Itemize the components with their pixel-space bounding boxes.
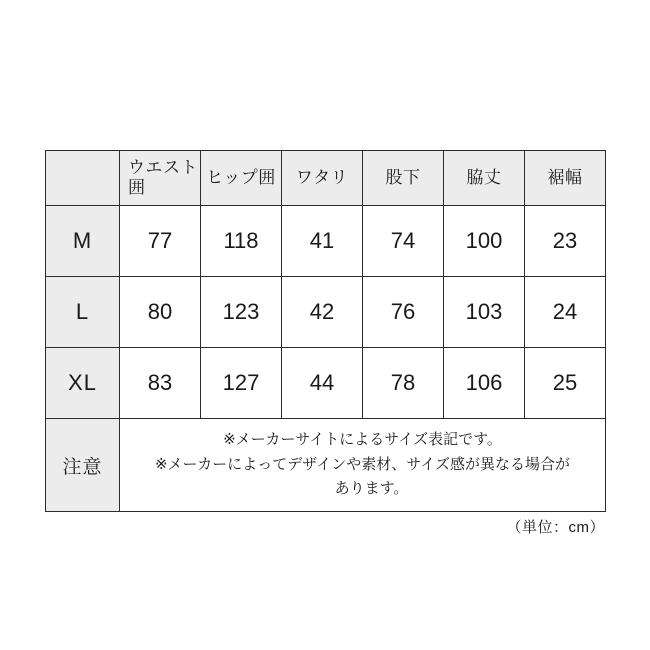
column-header-inseam: 股下: [363, 151, 444, 206]
column-header-side-length: 脇丈: [444, 151, 525, 206]
table-row: [46, 277, 606, 348]
unit-note: （単位：cm）: [506, 519, 605, 536]
table-corner-cell: [46, 151, 120, 206]
size-table-container: [45, 150, 605, 512]
cell-thigh: 41: [282, 206, 363, 277]
cell-side-length: 103: [444, 277, 525, 348]
cell-hip: 123: [201, 277, 282, 348]
cell-hem-width: 23: [525, 206, 606, 277]
table-header-row: [46, 151, 606, 206]
cell-hem-width: 24: [525, 277, 606, 348]
cell-side-length: 106: [444, 348, 525, 419]
cell-thigh: 42: [282, 277, 363, 348]
cell-inseam: 74: [363, 206, 444, 277]
cell-side-length: 100: [444, 206, 525, 277]
column-header-hem-width: 裾幅: [525, 151, 606, 206]
cell-waist: 77: [120, 206, 201, 277]
note-content: [120, 419, 606, 512]
cell-inseam: 76: [363, 277, 444, 348]
cell-thigh: 44: [282, 348, 363, 419]
row-header-size: M: [46, 206, 120, 277]
table-row: [46, 206, 606, 277]
cell-inseam: 78: [363, 348, 444, 419]
cell-hip: 127: [201, 348, 282, 419]
note-line-1: ※メーカーサイトによるサイズ表記です。: [223, 430, 502, 448]
table-note-row: [46, 419, 606, 512]
table-body: [46, 206, 606, 512]
row-header-size: L: [46, 277, 120, 348]
column-header-waist: ウエスト囲: [120, 151, 201, 206]
note-line-3: あります。: [334, 480, 409, 498]
column-header-thigh: ワタリ: [282, 151, 363, 206]
note-line-2: ※メーカーによってデザインや素材、サイズ感が異なる場合が: [154, 455, 571, 473]
table-header: [46, 151, 606, 206]
row-header-size: XL: [46, 348, 120, 419]
cell-waist: 80: [120, 277, 201, 348]
column-header-hip: ヒップ囲: [201, 151, 282, 206]
note-label: 注意: [46, 419, 120, 512]
cell-hip: 118: [201, 206, 282, 277]
cell-hem-width: 25: [525, 348, 606, 419]
table-row: [46, 348, 606, 419]
size-table: [45, 150, 606, 512]
cell-waist: 83: [120, 348, 201, 419]
